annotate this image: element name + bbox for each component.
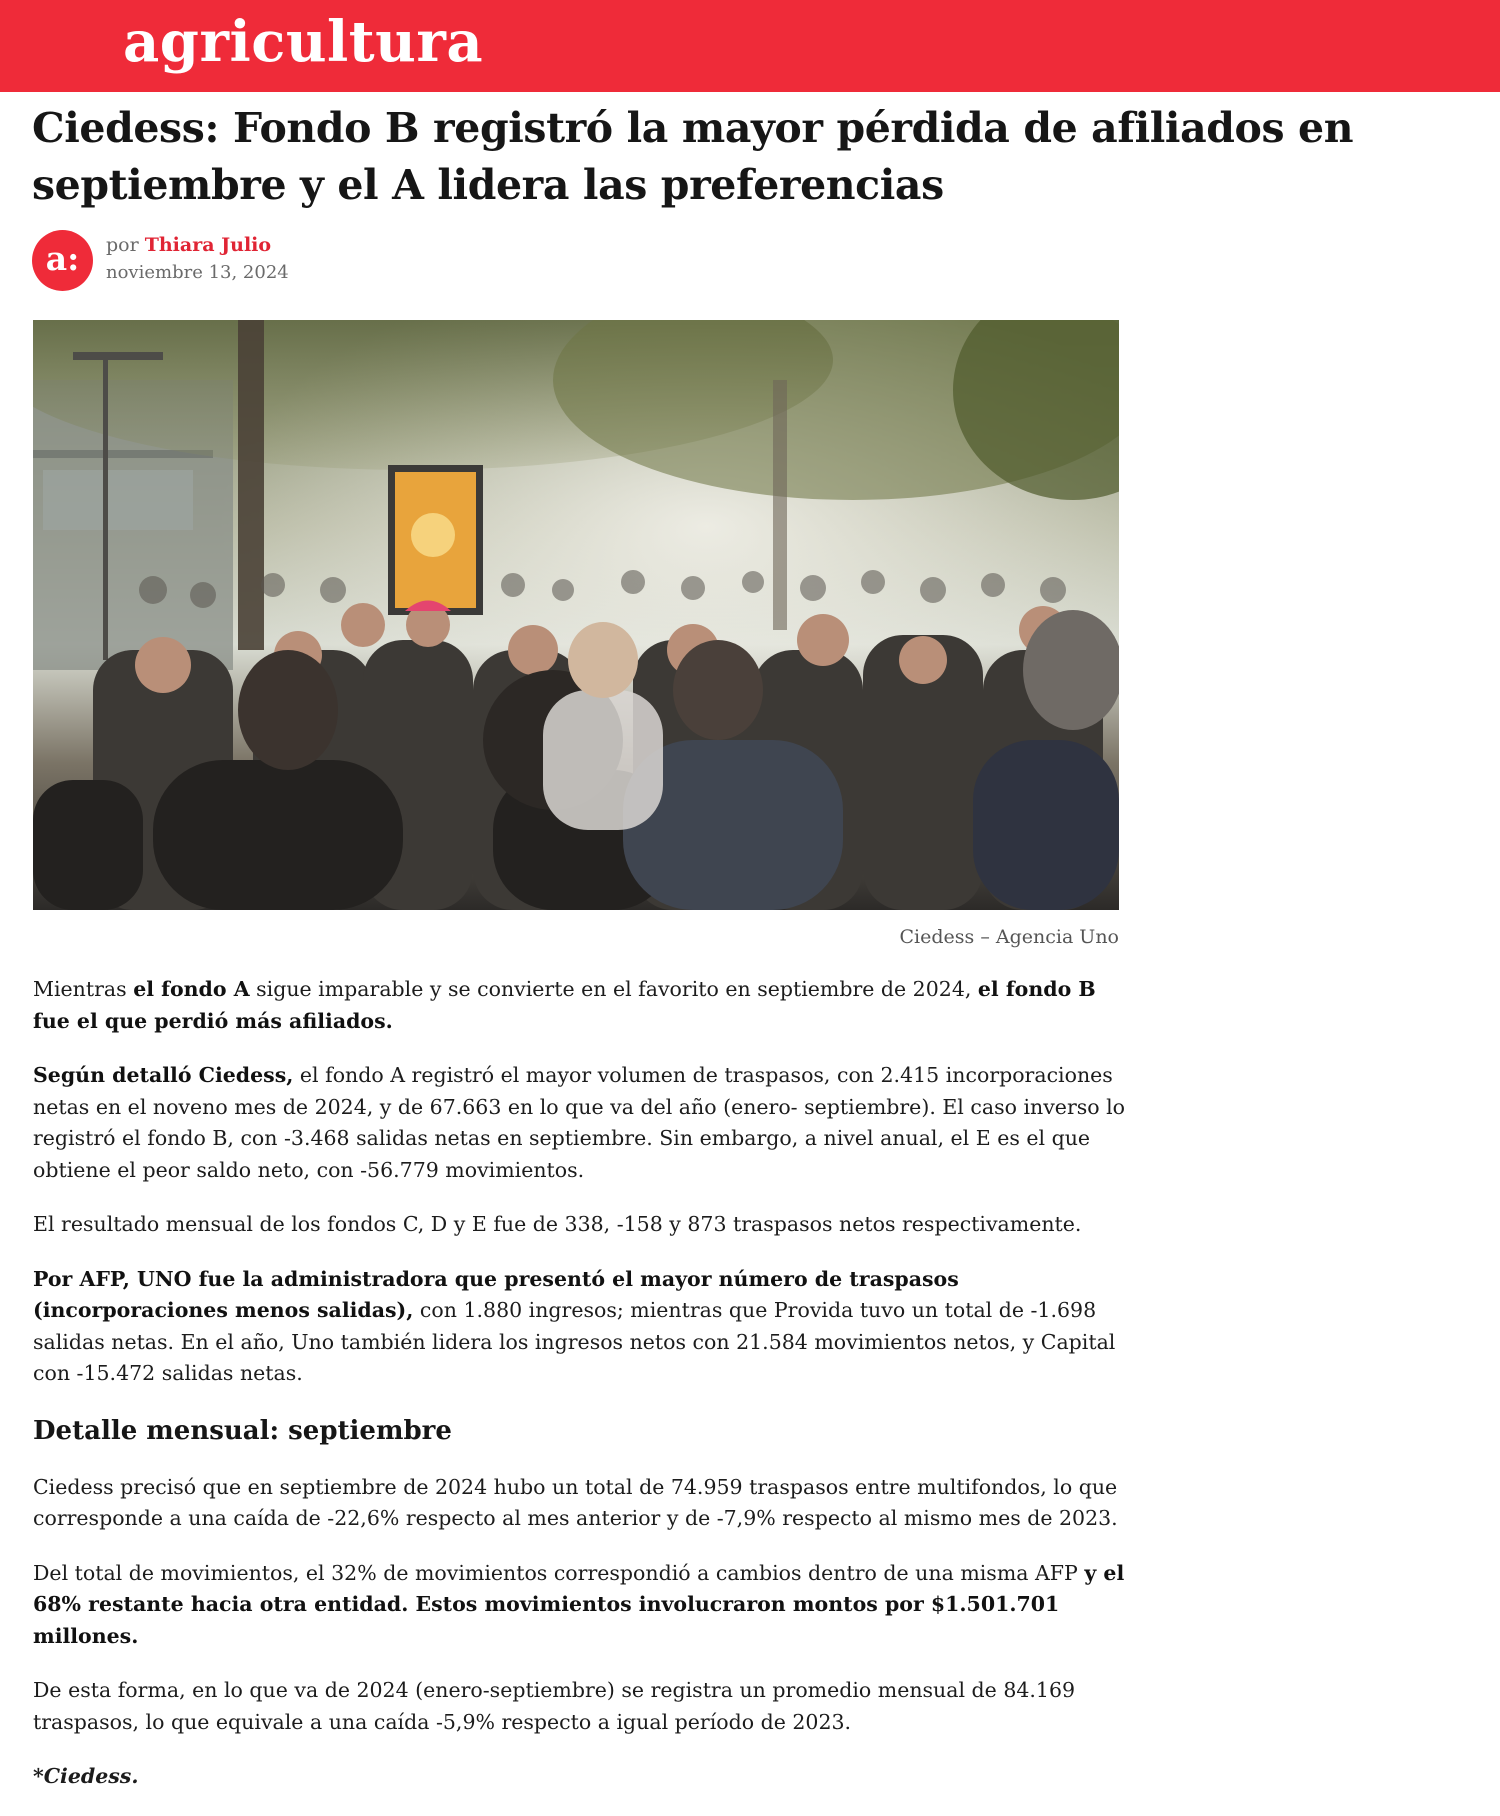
article-title: Ciedess: Fondo B registró la mayor pérdida de afiliados en septiembre y el A lidera las preferencias <box>32 104 1354 209</box>
paragraph-5: Ciedess precisó que en septiembre de 2024 hubo un total de 74.959 traspasos entre multifondos, lo que corresponde a una caída de -22,6% respecto al mes anterior y de -7,9% respecto al mismo mes de 2023. <box>33 1474 1118 1530</box>
text: el fondo A registró el mayor volumen de traspasos, con 2.415 incorporaciones netas en el noveno mes de 2024, y de 67.663 en lo que va del año (enero- septiembre). El caso inverso lo registró el fondo B, con -3.468 salidas netas en septiembre. Sin embargo, a nivel anual, el E es el que obtiene el peor saldo neto, con -56.779 movimientos. <box>33 1063 1126 1182</box>
bold-text: el fondo B fue el que perdió más afiliados. <box>33 977 1096 1033</box>
byline <box>32 230 632 294</box>
paragraph-2 <box>33 1060 1128 1186</box>
bold-text: Según detalló Ciedess, <box>33 1063 294 1087</box>
paragraph-6 <box>33 1558 1128 1653</box>
image-caption: Ciedess – Agencia Uno <box>899 926 1119 948</box>
site-header <box>0 0 1500 92</box>
bold-text: Por AFP, UNO fue la administradora que presentó el mayor número de traspasos (incorporaciones menos salidas), <box>33 1266 959 1322</box>
byline-author-line <box>106 234 271 256</box>
author-avatar[interactable]: a: <box>32 230 93 291</box>
text: con 1.880 ingresos; mientras que Provida tuvo un total de -1.698 salidas netas. En el año, Uno también lidera los ingresos netos con 21.584 movimientos netos, y Capital con -15.472 salidas netas. <box>33 1298 1116 1385</box>
section-heading: Detalle mensual: septiembre <box>33 1415 452 1446</box>
text: Mientras <box>33 977 134 1001</box>
article-body <box>33 974 1128 1816</box>
text: sigue imparable y se convierte en el favorito en septiembre de 2024, <box>249 977 978 1001</box>
site-logo[interactable]: agricultura <box>123 9 484 75</box>
paragraph-1 <box>33 974 1128 1037</box>
text: Del total de movimientos, el 32% de movimientos correspondió a cambios dentro de una misma AFP <box>33 1560 1085 1585</box>
paragraph-4 <box>33 1264 1128 1390</box>
article-image <box>33 320 1119 910</box>
bold-text: el fondo A <box>133 977 250 1001</box>
crowd-photo-illustration <box>33 320 1119 910</box>
author-link[interactable]: Thiara Julio <box>144 234 272 256</box>
signoff: *Ciedess. <box>33 1764 139 1788</box>
publish-date: noviembre 13, 2024 <box>106 262 289 283</box>
paragraph-7: De esta forma, en lo que va de 2024 (enero-septiembre) se registra un promedio mensual de 84.169 traspasos, lo que equivale a una caída -5,9% respecto a igual período de 2023. <box>33 1678 1076 1734</box>
bold-text: y el 68% restante hacia otra entidad. Estos movimientos involucraron montos por $1.501.701 millones. <box>33 1560 1125 1648</box>
paragraph-3: El resultado mensual de los fondos C, D y E fue de 338, -158 y 873 traspasos netos respectivamente. <box>33 1212 1082 1236</box>
byline-prefix: por <box>106 234 139 256</box>
